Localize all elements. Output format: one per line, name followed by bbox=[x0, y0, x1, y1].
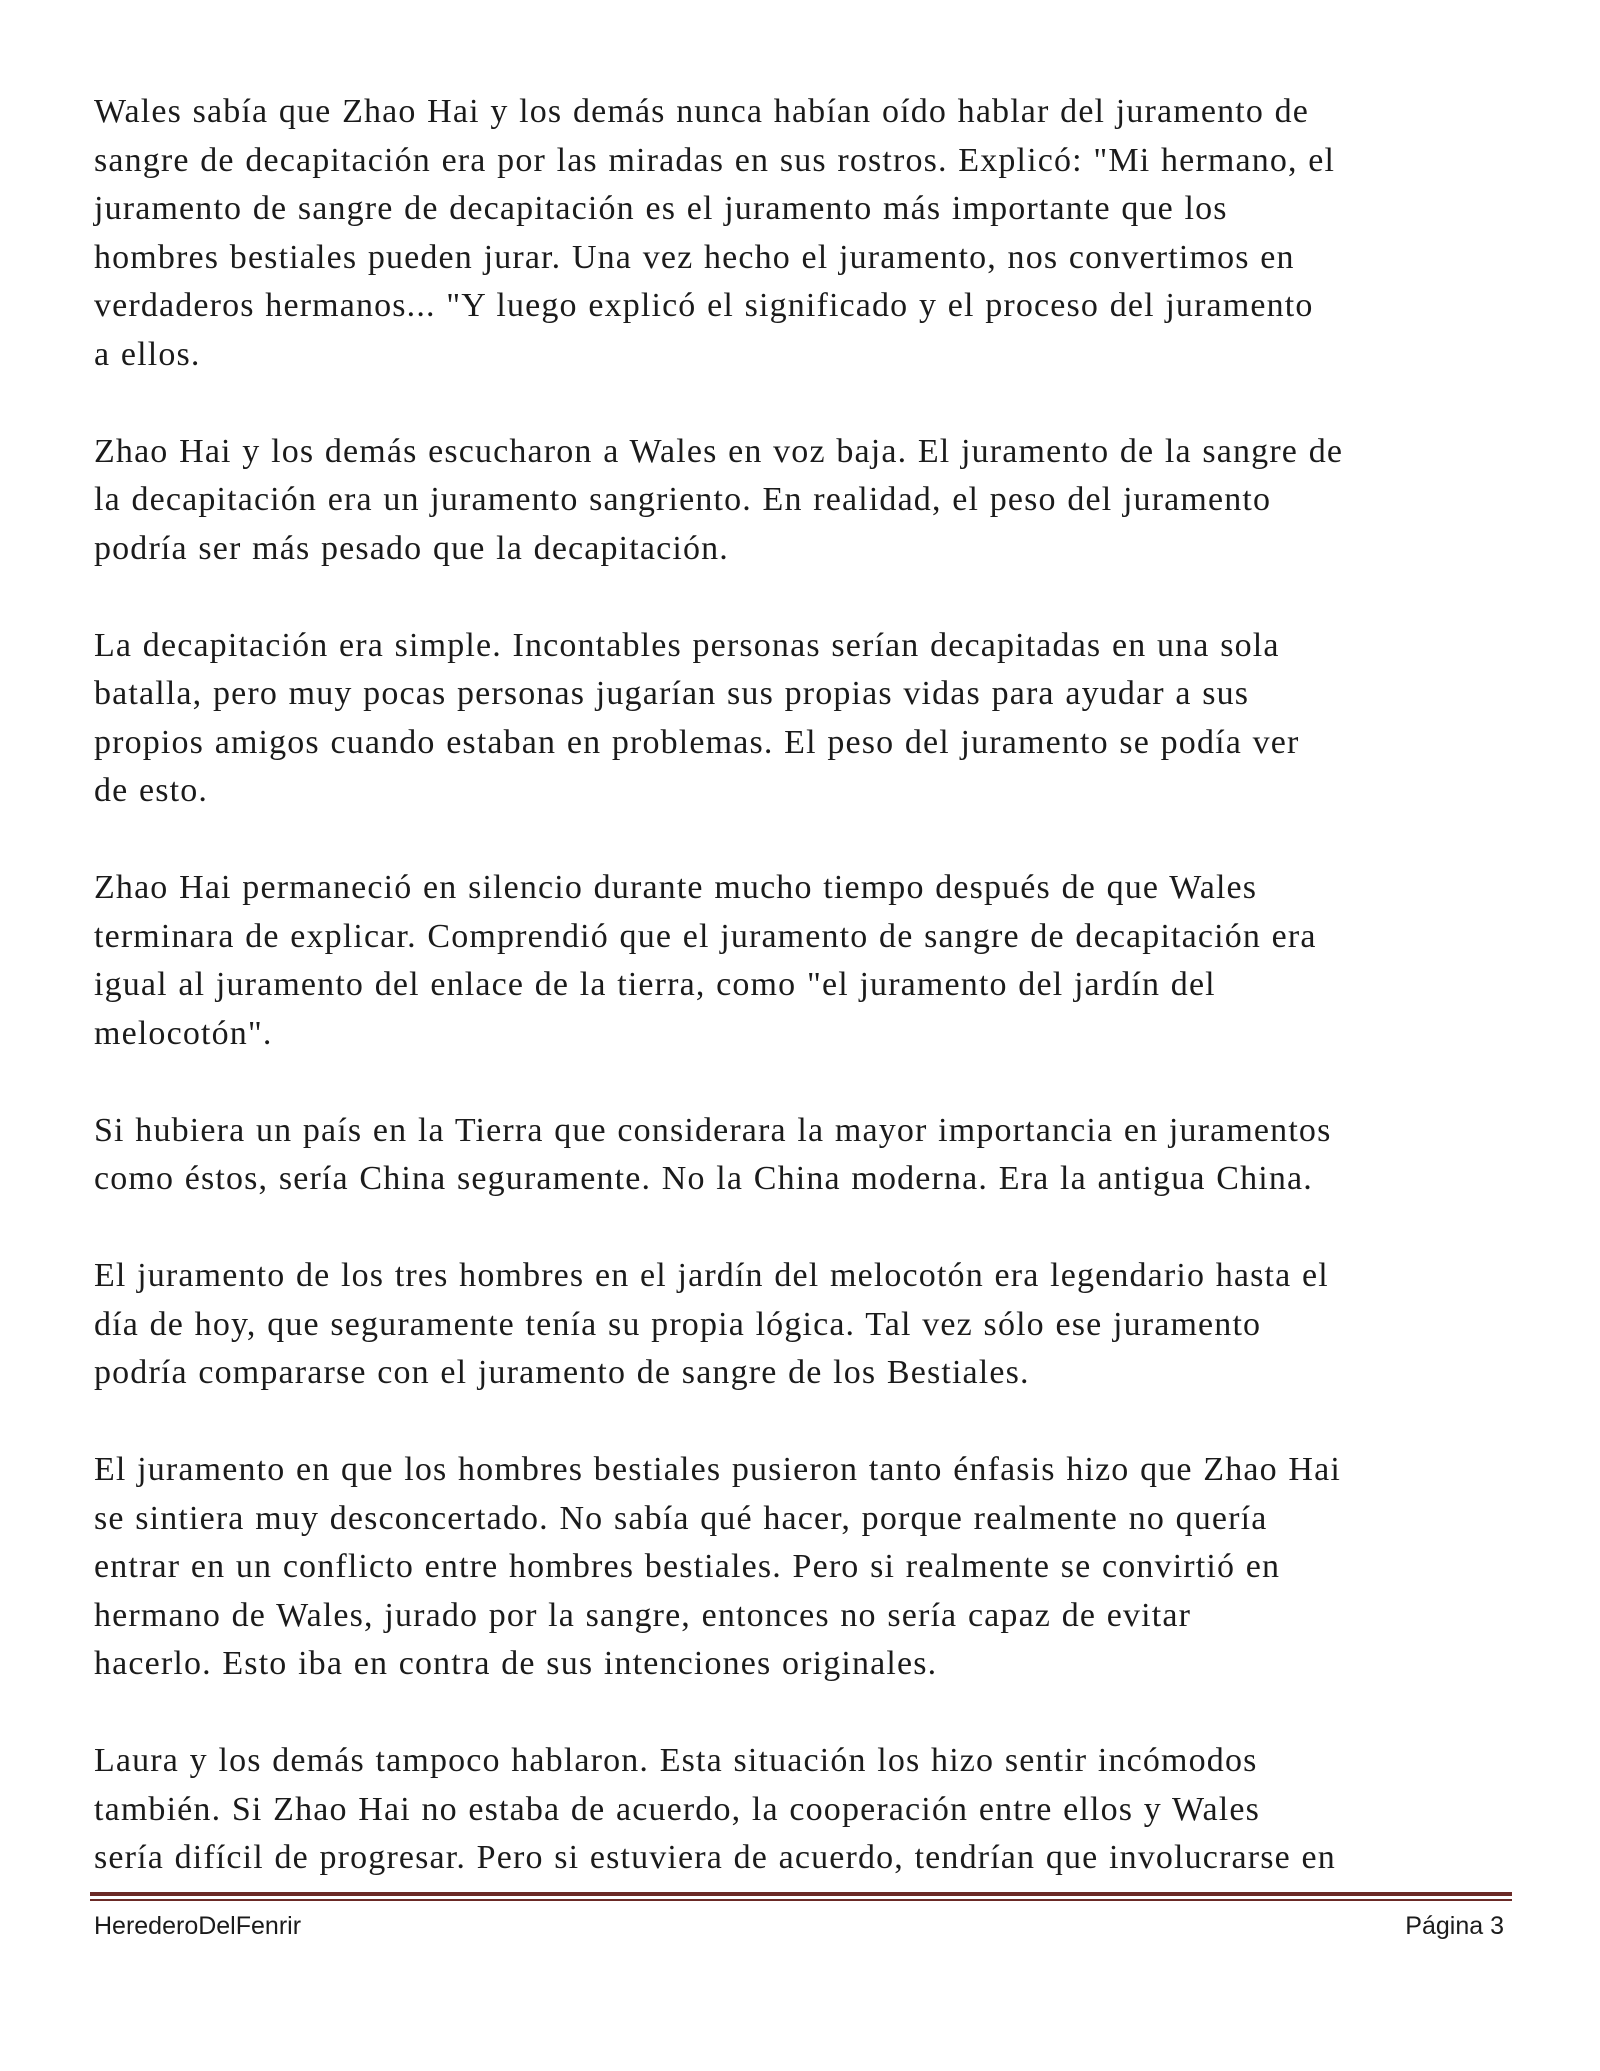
text-line: de esto. bbox=[94, 772, 209, 809]
text-line: sería difícil de progresar. Pero si estuviera de acuerdo, tendrían que involucrarse en bbox=[94, 1839, 1336, 1876]
paragraph bbox=[94, 1107, 1514, 1204]
text-line: verdaderos hermanos... "Y luego explicó el significado y el proceso del juramento bbox=[94, 287, 1314, 324]
text-line: se sintiera muy desconcertado. No sabía qué hacer, porque realmente no quería bbox=[94, 1499, 1268, 1537]
footer-author: HerederoDelFenrir bbox=[94, 1912, 302, 1940]
text-line: batalla, pero muy pocas personas jugarían sus propias vidas para ayudar a sus bbox=[94, 675, 1250, 712]
text-line: entrar en un conflicto entre hombres bestiales. Pero si realmente se convirtió en bbox=[94, 1548, 1281, 1585]
text-line: Zhao Hai y los demás escucharon a Wales en voz baja. El juramento de la sangre de bbox=[94, 432, 1344, 470]
text-line: melocotón". bbox=[94, 1014, 273, 1052]
paragraph bbox=[94, 1252, 1514, 1398]
text-line: podría compararse con el juramento de sangre de los Bestiales. bbox=[94, 1354, 1030, 1391]
text-line: hermano de Wales, jurado por la sangre, entonces no sería capaz de evitar bbox=[94, 1596, 1192, 1634]
text-line: a ellos. bbox=[94, 335, 201, 373]
text-line: hacerlo. Esto iba en contra de sus intenciones originales. bbox=[94, 1645, 938, 1682]
text-line: juramento de sangre de decapitación es el juramento más importante que los bbox=[94, 190, 1228, 227]
text-line: igual al juramento del enlace de la tierra, como "el juramento del jardín del bbox=[94, 966, 1216, 1003]
paragraph bbox=[94, 864, 1514, 1058]
text-line: terminara de explicar. Comprendió que el juramento de sangre de decapitación era bbox=[94, 917, 1317, 955]
paragraph bbox=[94, 1737, 1514, 1883]
text-line: día de hoy, que seguramente tenía su propia lógica. Tal vez sólo ese juramento bbox=[94, 1305, 1262, 1343]
text-line: también. Si Zhao Hai no estaba de acuerdo, la cooperación entre ellos y Wales bbox=[94, 1790, 1260, 1828]
paragraph bbox=[94, 622, 1514, 816]
paragraph bbox=[94, 88, 1514, 379]
paragraph bbox=[94, 1446, 1514, 1689]
paragraph bbox=[94, 428, 1514, 574]
footer-page-number: Página 3 bbox=[1405, 1912, 1504, 1940]
text-line: El juramento en que los hombres bestiales pusieron tanto énfasis hizo que Zhao Hai bbox=[94, 1451, 1341, 1488]
text-line: sangre de decapitación era por las miradas en sus rostros. Explicó: "Mi hermano, el bbox=[94, 141, 1336, 179]
text-line: propios amigos cuando estaban en problemas. El peso del juramento se podía ver bbox=[94, 723, 1300, 761]
text-line: Wales sabía que Zhao Hai y los demás nunca habían oído hablar del juramento de bbox=[94, 93, 1310, 130]
body-text bbox=[94, 88, 1514, 1883]
text-line: hombres bestiales pueden jurar. Una vez hecho el juramento, nos convertimos en bbox=[94, 238, 1295, 276]
text-line: Laura y los demás tampoco hablaron. Esta situación los hizo sentir incómodos bbox=[94, 1742, 1258, 1779]
text-line: Si hubiera un país en la Tierra que considerara la mayor importancia en juramentos bbox=[94, 1111, 1332, 1149]
text-line: La decapitación era simple. Incontables personas serían decapitadas en una sola bbox=[94, 626, 1280, 664]
text-line: El juramento de los tres hombres en el jardín del melocotón era legendario hasta el bbox=[94, 1257, 1329, 1294]
text-line: como éstos, sería China seguramente. No la China moderna. Era la antigua China. bbox=[94, 1160, 1313, 1197]
text-line: podría ser más pesado que la decapitación. bbox=[94, 529, 729, 567]
text-line: la decapitación era un juramento sangriento. En realidad, el peso del juramento bbox=[94, 481, 1272, 518]
text-line: Zhao Hai permaneció en silencio durante mucho tiempo después de que Wales bbox=[94, 869, 1258, 906]
footer-rule bbox=[90, 1892, 1512, 1901]
